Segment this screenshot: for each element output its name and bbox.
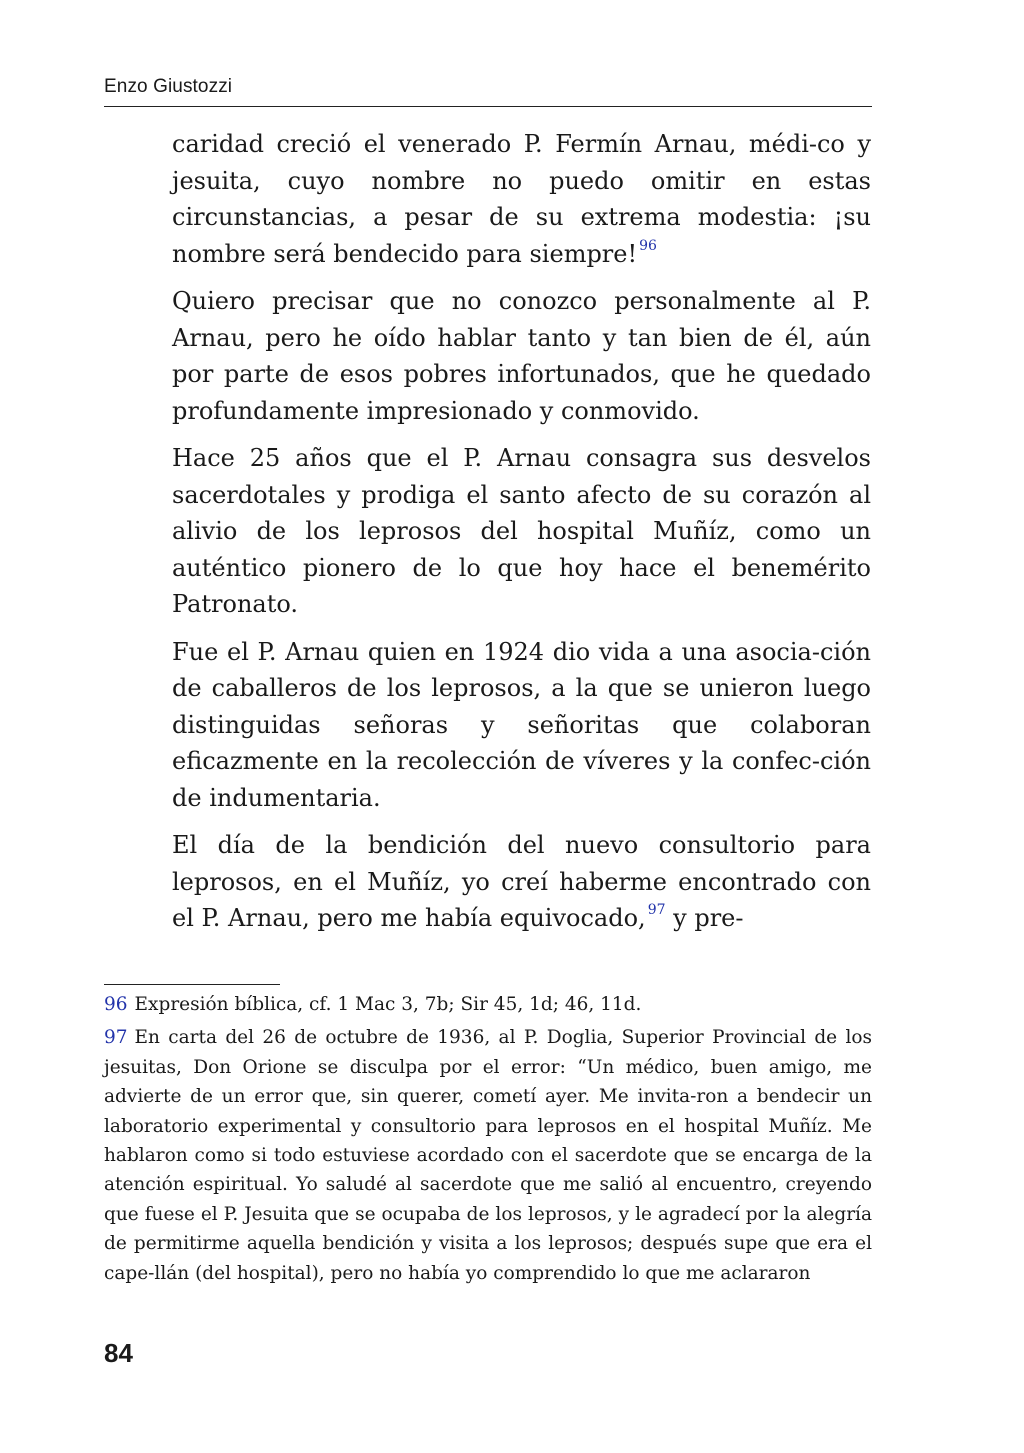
footnote-96 <box>104 990 872 1019</box>
paragraph-text-continuation: y pre- <box>665 904 744 932</box>
footnote-text: En carta del 26 de octubre de 1936, al P. Doglia, Superior Provincial de los jesuitas, Don Orione se disculpa por el error: “Un médico, buen amigo, me advierte de un error que, sin querer, cometí ayer. Me invita-ron a bendecir un laboratorio experimental y consultorio para leprosos en el hospital Muñíz. Me hablaron como si todo estuviese acordado con el sacerdote que se encarga de la atención espiritual. Yo saludé al sacerdote que me salió al encuentro, creyendo que fuese el P. Jesuita que se ocupaba de los leprosos, y le agradecí por la alegría de permitirme aquella bendición y visita a los leprosos; después supe que era el cape-llán (del hospital), pero no había yo comprendido lo que me aclararon <box>104 1027 872 1284</box>
footnote-separator <box>104 984 280 985</box>
footnote-number[interactable]: 97 <box>104 1027 128 1049</box>
footnote-text: Expresión bíblica, cf. 1 Mac 3, 7b; Sir 45, 1d; 46, 11d. <box>134 994 642 1015</box>
header-author: Enzo Giustozzi <box>104 76 233 97</box>
body-paragraph <box>172 440 871 623</box>
body-paragraph <box>172 827 871 937</box>
paragraph-text: caridad creció el venerado P. Fermín Arnau, médi-co y jesuita, cuyo nombre no puedo omitir en estas circunstancias, a pesar de su extrema modestia: ¡su nombre será bendecido para siempre! <box>172 130 871 268</box>
paragraph-text: Hace 25 años que el P. Arnau consagra sus desvelos sacerdotales y prodiga el santo afecto de su corazón al alivio de los leprosos del hospital Muñíz, como un auténtico pionero de lo que hoy hace el benemérito Patronato. <box>172 444 871 618</box>
body-paragraph <box>172 283 871 429</box>
running-header <box>104 72 872 107</box>
page-number: 84 <box>104 1338 133 1368</box>
paragraph-text: El día de la bendición del nuevo consultorio para leprosos, en el Muñíz, yo creí haberme encontrado con el P. Arnau, pero me había equivocado, <box>172 831 871 932</box>
footnotes <box>104 990 872 1292</box>
footnote-reference-97[interactable]: 97 <box>647 902 666 918</box>
body-paragraph <box>172 634 871 817</box>
body-paragraph <box>172 126 871 272</box>
footnote-number[interactable]: 96 <box>104 994 128 1015</box>
paragraph-text: Fue el P. Arnau quien en 1924 dio vida a una asocia-ción de caballeros de los leprosos, a la que se unieron luego distinguidas señoras y señoritas que colaboran eficazmente en la recolección de víveres y la confec-ción de indumentaria. <box>172 637 871 812</box>
footnote-97 <box>104 1023 872 1288</box>
footnote-reference-96[interactable]: 96 <box>639 237 657 254</box>
body-text <box>172 126 871 948</box>
paragraph-text: Quiero precisar que no conozco personalmente al P. Arnau, pero he oído hablar tanto y tan bien de él, aún por parte de esos pobres infortunados, que he quedado profundamente impresionado y conmovido. <box>172 287 871 425</box>
